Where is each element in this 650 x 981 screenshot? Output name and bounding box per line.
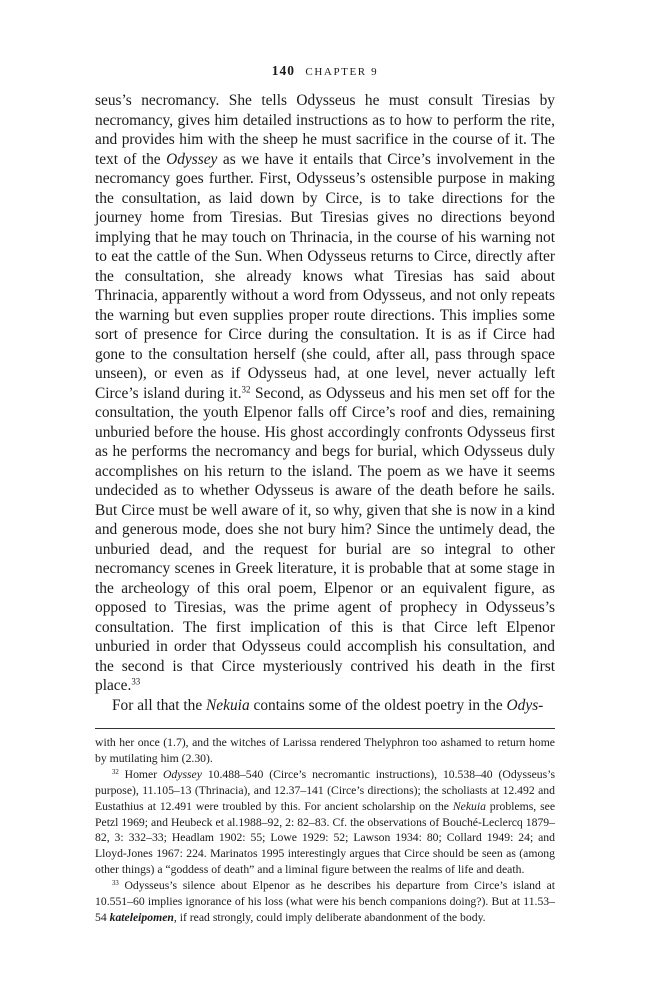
main-text (95, 91, 555, 715)
italic-term-nekuia: Nekuia (452, 799, 486, 813)
footnote-divider (95, 728, 555, 729)
text-run: contains some of the oldest poetry in the (249, 696, 507, 714)
text-run: as we have it entails that Circe’s involvement in the necromancy goes further. First, Odysseus’s ostensible purpose in making the consultation, as laid down by Circe, is to take directions for the journey home from Tiresias. But Tiresias gives no directions beyond implying that he may touch on Thrinacia, in the course of his warning not to eat the cattle of the Sun. When Odysseus returns to Circe, directly after the consultation, she already knows what Tiresias has said about Thrinacia, apparently without a word from Odysseus, and not only repeats the warning but even supplies proper route directions. This implies some sort of presence for Circe during the consultation. It is as if Circe had gone to the consultation herself (she could, after all, pass through space unseen), or even as if Odysseus had, at one level, never actually left Circe’s island during it. (95, 150, 555, 402)
book-page (95, 60, 555, 926)
paragraph-2 (95, 696, 555, 716)
footnote-number-33: 33 (112, 880, 119, 888)
text-run: Odysseus’s silence about Elpenor as he describes his departure from Circe’s island at 10.551–60 implies ignorance of his loss (what were his bench companions doing?). But at 11.53–54 (95, 879, 555, 924)
footnote-32 (95, 767, 555, 878)
footnote-33 (95, 878, 555, 926)
text-run: problems, see Petzl 1969; and Heubeck et al.1988–92, 2: 82–83. Cf. the observations of Bouché-Leclercq 1879–82, 3: 332–33; Headlam 1902: 55; Lowe 1929: 52; Lawson 1934: 80; Collard 1949: 24; and Lloyd-Jones 1967: 224. Marinatos 1995 interestingly argues that Circe should be seen as (among other things) a “goddess of death” and a liminal figure between the realms of life and death. (95, 799, 556, 877)
italic-title-odyssey: Odys- (506, 696, 544, 714)
footnote-ref-33[interactable]: 33 (131, 676, 141, 687)
page-number: 140 (271, 63, 296, 78)
greek-term-kateleipomen: kateleipomen (109, 910, 174, 924)
text-run: 10.488–540 (Circe’s necromantic instructions), 10.538–40 (Odysseus’s purpose), 11.105–13 (Thrinacia), and 12.37–141 (Circe’s directions); the scholiasts at 12.492 and Eustathius at 12.491 were troubled by this. For ancient scholarship on the (95, 767, 555, 813)
footnote-number-32: 32 (112, 768, 119, 776)
text-run: , if read strongly, could imply deliberate abandonment of the body. (173, 910, 486, 924)
footnote-ref-32[interactable]: 32 (241, 384, 251, 395)
footnotes (95, 735, 555, 926)
text-run: Second, as Odysseus and his men set off for the consultation, the youth Elpenor falls off Circe’s roof and dies, remaining unburied before the house. His ghost accordingly confronts Odysseus first as he performs the necromancy and begs for burial, which Odysseus duly accomplishes on his return to the island. The poem as we have it seems undecided as to whether Odysseus is aware of the death before he sails. But Circe must be well aware of it, so why, given that she is now in a kind and generous mode, does she not bury him? Since the untimely dead, the unburied dead, and the request for burial are so integral to other necromancy scenes in Greek literature, it is probable that at some stage in the archeology of this oral poem, Elpenor or an equivalent figure, as opposed to Tiresias, was the prime agent of prophecy in Odysseus’s consultation. The first implication of this is that Circe left Elpenor unburied in order that Odysseus could accomplish his consultation, and the second is that Circe mysteriously contrived his death in the first place. (95, 384, 555, 694)
running-head (95, 60, 555, 82)
italic-title-odyssey: Odyssey (162, 767, 202, 781)
text-run: For all that the (112, 696, 207, 714)
footnote-continuation: with her once (1.7), and the witches of Larissa rendered Thelyphron too ashamed to return home by mutilating him (2.30). (95, 736, 555, 765)
paragraph-1 (95, 91, 555, 696)
text-run: Homer (118, 767, 163, 781)
italic-term-nekuia: Nekuia (206, 696, 250, 714)
text-run: seus’s necromancy. She tells Odysseus he must consult Tiresias by necromancy, gives him detailed instructions as to how to perform the rite, and provides him with the sheep he must sacrifice in the course of it. The text of the (95, 92, 555, 168)
chapter-label: CHAPTER 9 (305, 66, 379, 78)
italic-title-odyssey: Odyssey (166, 150, 218, 168)
